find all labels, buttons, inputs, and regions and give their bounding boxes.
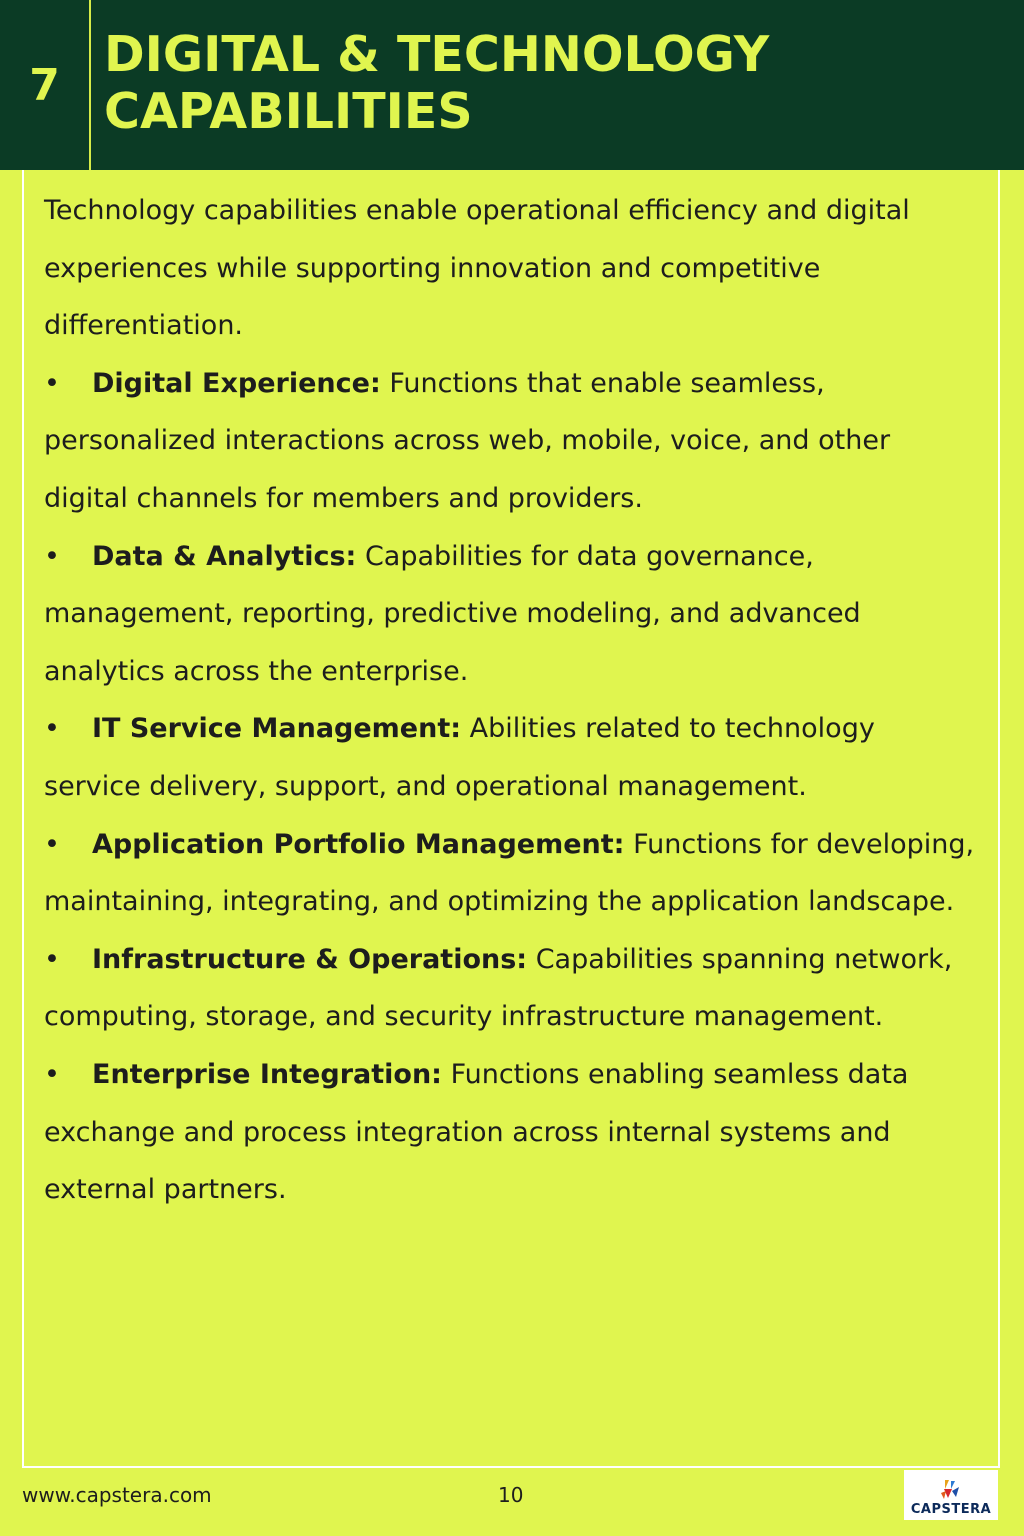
bullet-text: Abilities related to technology service delivery, support, and operational management. — [44, 713, 875, 802]
bullet-marker: • — [44, 828, 60, 860]
bullet-title: Data & Analytics: — [92, 540, 357, 572]
bullet-marker: • — [44, 943, 60, 975]
bullet-title: Enterprise Integration: — [92, 1058, 442, 1090]
body-content — [44, 182, 979, 1219]
bullet-item-application-portfolio — [44, 816, 979, 931]
page-header — [0, 0, 1024, 170]
bullet-title: Application Portfolio Management: — [92, 828, 625, 860]
intro-paragraph: Technology capabilities enable operational efficiency and digital experiences while supporting innovation and competitive differentiation. — [44, 195, 910, 342]
bullet-item-infrastructure-operations — [44, 931, 979, 1046]
bullet-item-it-service-management — [44, 700, 979, 815]
bullet-item-enterprise-integration — [44, 1046, 979, 1219]
capstera-logo — [904, 1470, 998, 1520]
bullet-marker: • — [44, 713, 60, 745]
logo-text: CAPSTERA — [910, 1502, 992, 1517]
bullet-text: Functions enabling seamless data exchange and process integration across internal systems and external partners. — [44, 1058, 909, 1206]
bullet-item-data-analytics — [44, 528, 979, 701]
page-number: 10 — [498, 1483, 524, 1507]
title-line-1: DIGITAL & TECHNOLOGY — [104, 26, 770, 83]
bullet-title: IT Service Management: — [92, 713, 462, 745]
section-number: 7 — [29, 59, 60, 111]
bullet-marker: • — [44, 367, 60, 399]
bullet-title: Digital Experience: — [92, 367, 381, 399]
bullet-text: Functions that enable seamless, personalized interactions across web, mobile, voice, and other digital channels for members and providers. — [44, 367, 891, 514]
bullet-text: Capabilities spanning network, computing, storage, and security infrastructure management. — [44, 943, 953, 1033]
bullet-item-digital-experience — [44, 355, 979, 528]
capstera-logo-icon — [936, 1477, 966, 1503]
bullet-text: Capabilities for data governance, management, reporting, predictive modeling, and advanced analytics across the enterprise. — [44, 540, 861, 687]
bullet-marker: • — [44, 540, 60, 572]
footer-website-link[interactable]: www.capstera.com — [22, 1483, 212, 1507]
bullet-title: Infrastructure & Operations: — [92, 943, 528, 975]
bullet-marker: • — [44, 1058, 60, 1090]
bullet-text: Functions for developing, maintaining, integrating, and optimizing the application landscape. — [44, 828, 975, 918]
title-line-2: CAPABILITIES — [104, 83, 473, 140]
page-title — [104, 26, 1004, 140]
header-divider — [89, 0, 91, 170]
